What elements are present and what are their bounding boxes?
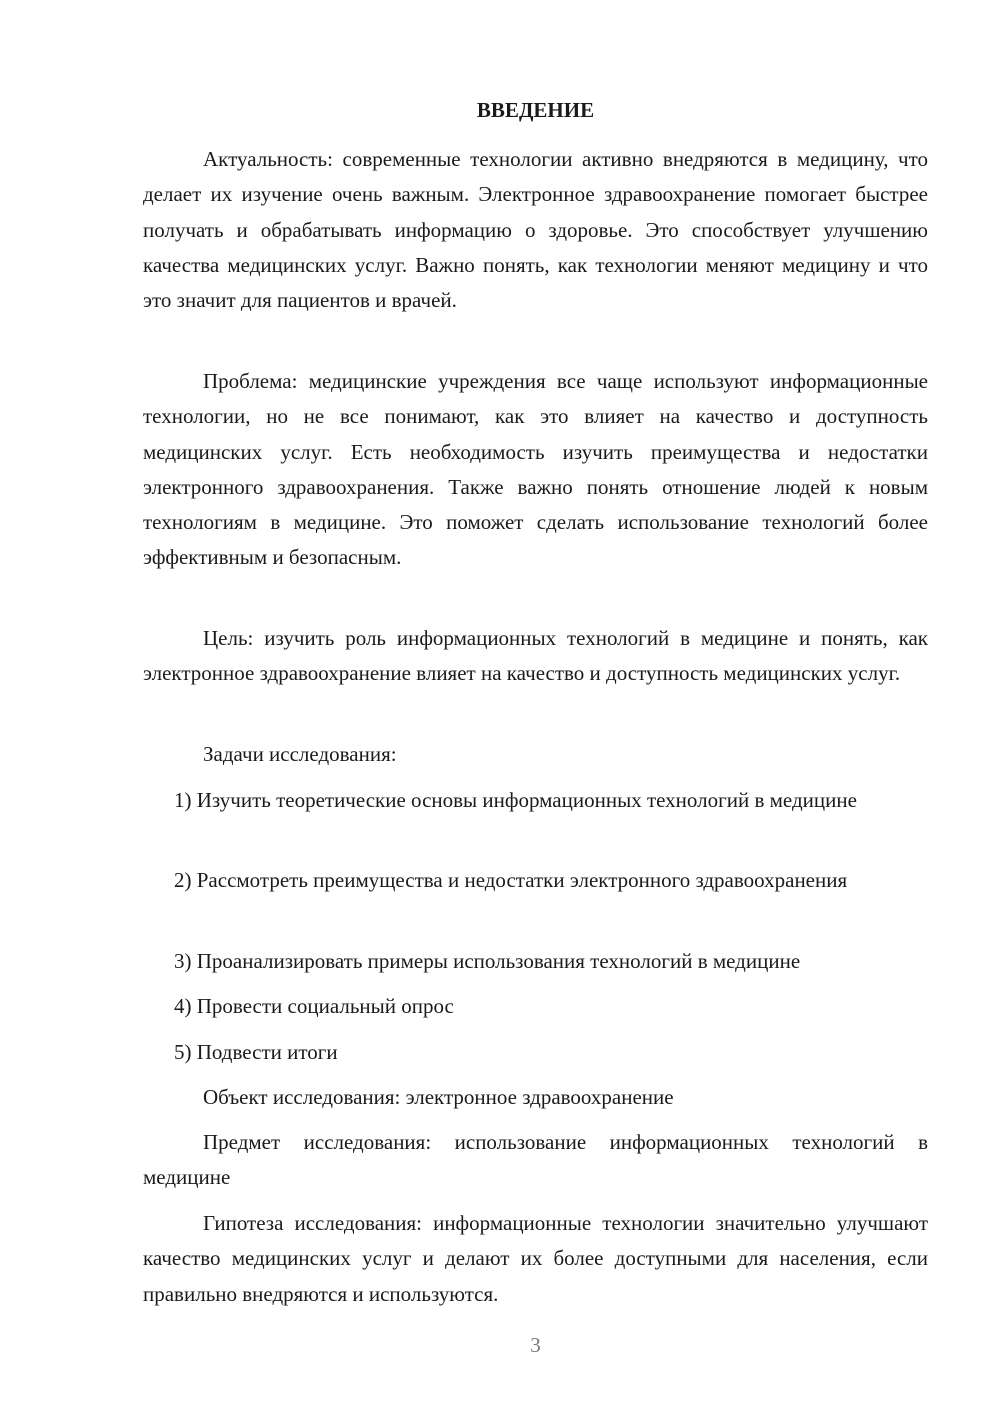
list-item-task-1: 1) Изучить теоретические основы информационных технологий в медицине bbox=[174, 788, 857, 812]
section-title: ВВЕДЕНИЕ bbox=[476, 98, 595, 122]
paragraph-tasks-heading: Задачи исследования: bbox=[203, 742, 397, 766]
paragraph-subject: Предмет исследования: использование информационных технологий в медицине bbox=[143, 1130, 928, 1190]
paragraph-hypothesis: Гипотеза исследования: информационные технологии значительно улучшают качество медицинских услуг и делают их более доступными для населения, если правильно внедряются и используются. bbox=[143, 1211, 928, 1306]
list-item-task-3: 3) Проанализировать примеры использования технологий в медицине bbox=[174, 949, 801, 973]
paragraph-goal: Цель: изучить роль информационных технологий в медицине и понять, как электронное здравоохранение влияет на качество и доступность медицинских услуг. bbox=[143, 626, 928, 686]
list-item-task-2: 2) Рассмотреть преимущества и недостатки электронного здравоохранения bbox=[174, 868, 848, 892]
paragraph-relevance: Актуальность: современные технологии активно внедряются в медицину, что делает их изучение очень важным. Электронное здравоохранение помогает быстрее получать и обрабатывать информацию о здоровье. Это способствует улучшению качества медицинских услуг. Важно понять, как технологии меняют медицину и что это значит для пациентов и врачей. bbox=[143, 147, 928, 313]
list-item-task-4: 4) Провести социальный опрос bbox=[174, 994, 454, 1018]
paragraph-problem: Проблема: медицинские учреждения все чаще используют информационные технологии, но не все понимают, как это влияет на качество и доступность медицинских услуг. Есть необходимость изучить преимущества и недостатки электронного здравоохранения. Также важно понять отношение людей к новым технологиям в медицине. Это поможет сделать использование технологий более эффективным и безопасным. bbox=[143, 369, 928, 570]
paragraph-object: Объект исследования: электронное здравоохранение bbox=[203, 1085, 674, 1109]
list-item-task-5: 5) Подвести итоги bbox=[174, 1040, 338, 1064]
page-number: 3 bbox=[530, 1333, 541, 1357]
